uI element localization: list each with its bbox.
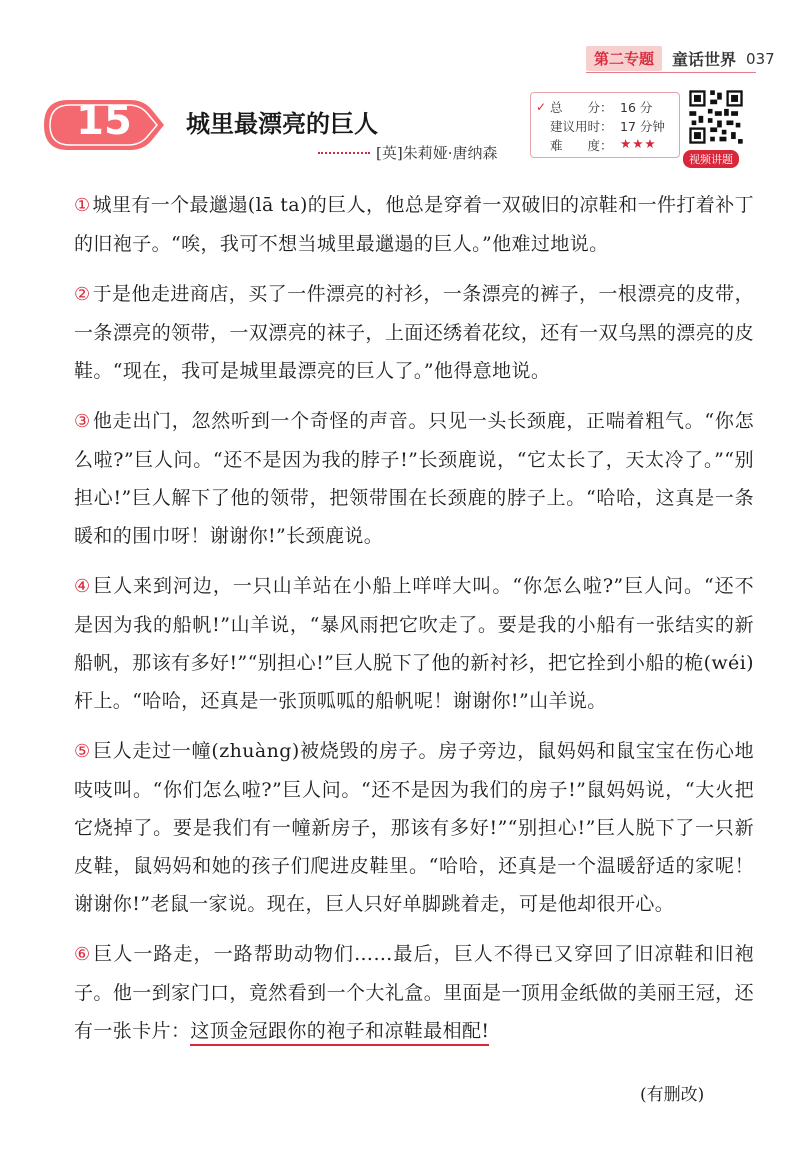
paragraph-text: 巨人来到河边，一只山羊站在小船上咩咩大叫。“你怎么啦?”巨人问。“还不是因为我的船帆!”山羊说，“暴风雨把它吹走了。要是我的小船有一张结实的新船帆，那该有多好!”“别担心!”巨人脱下了他的新衬衫，把它拴到小船的桅(wéi)杆上。“哈哈，还真是一张顶呱呱的船帆呢！谢谢你!”山羊说。: [74, 575, 754, 712]
info-difficulty: 难 度： ★★★: [550, 136, 657, 153]
lesson-number: 15: [76, 98, 132, 144]
paragraph-text: 巨人一路走，一路帮助动物们……最后，巨人不得已又穿回了旧凉鞋和旧袍子。他一到家门口，竟然看到一个大礼盒。里面是一顶用金纸做的美丽王冠，还有一张卡片：: [74, 943, 754, 1042]
paragraph-number: ⑤: [74, 741, 91, 762]
header-divider: [586, 72, 756, 73]
article-body: [74, 186, 754, 1062]
page-header: [586, 46, 775, 71]
section-name: 童话世界: [672, 50, 737, 69]
paragraph-4: [74, 567, 754, 720]
author-name: [英]朱莉娅·唐纳森: [376, 144, 498, 162]
difficulty-stars: ★★★: [620, 136, 657, 151]
underlined-sentence: 这顶金冠跟你的袍子和凉鞋最相配!: [190, 1020, 489, 1046]
qr-caption[interactable]: 视频讲题: [683, 150, 739, 168]
qr-code-icon[interactable]: [686, 88, 746, 146]
paragraph-number: ④: [74, 576, 92, 597]
author-dots: [318, 152, 370, 154]
paragraph-3: [74, 402, 754, 555]
paragraph-number: ②: [74, 284, 91, 305]
lesson-title: 城里最漂亮的巨人: [186, 110, 378, 138]
paragraph-number: ③: [74, 411, 91, 432]
paragraph-6: [74, 935, 754, 1050]
paragraph-number: ①: [74, 195, 91, 216]
info-time: 建议用时： 17 分钟: [550, 119, 665, 134]
paragraph-text: 于是他走进商店，买了一件漂亮的衬衫，一条漂亮的裤子，一根漂亮的皮带，一条漂亮的领带，一双漂亮的袜子，上面还绣着花纹，还有一双乌黑的漂亮的皮鞋。“现在，我可是城里最漂亮的巨人了。”他得意地说。: [74, 283, 754, 382]
author-line: [318, 142, 497, 163]
section-tag: 第二专题: [586, 46, 662, 71]
paragraph-number: ⑥: [74, 944, 92, 965]
paragraph-1: [74, 186, 754, 263]
paragraph-text: 他走出门，忽然听到一个奇怪的声音。只见一头长颈鹿，正喘着粗气。“你怎么啦?”巨人问。“还不是因为我的脖子!”长颈鹿说，“它太长了，天太冷了。”“别担心!”巨人解下了他的领带，把领带围在长颈鹿的脖子上。“哈哈，这真是一条暖和的围巾呀！谢谢你!”长颈鹿说。: [74, 410, 754, 547]
page-number: 037: [746, 49, 775, 68]
paragraph-2: [74, 275, 754, 390]
info-tick-icon: ✓: [536, 100, 547, 114]
source-note: (有删改): [640, 1085, 705, 1105]
info-score: 总 分： 16 分: [550, 100, 653, 115]
paragraph-5: [74, 732, 754, 923]
paragraph-text: 巨人走过一幢(zhuàng)被烧毁的房子。房子旁边，鼠妈妈和鼠宝宝在伤心地吱吱叫。“你们怎么啦?”巨人问。“还不是因为我们的房子!”鼠妈妈说，“大火把它烧掉了。要是我们有一幢新房子，那该有多好!”“别担心!”巨人脱下了一只新皮鞋，鼠妈妈和她的孩子们爬进皮鞋里。“哈哈，还真是一个温暖舒适的家呢！谢谢你!”老鼠一家说。现在，巨人只好单脚跳着走，可是他却很开心。: [74, 740, 754, 915]
paragraph-text: 城里有一个最邋遢(lā ta)的巨人，他总是穿着一双破旧的凉鞋和一件打着补丁的旧袍子。“唉，我可不想当城里最邋遢的巨人。”他难过地说。: [74, 194, 754, 255]
